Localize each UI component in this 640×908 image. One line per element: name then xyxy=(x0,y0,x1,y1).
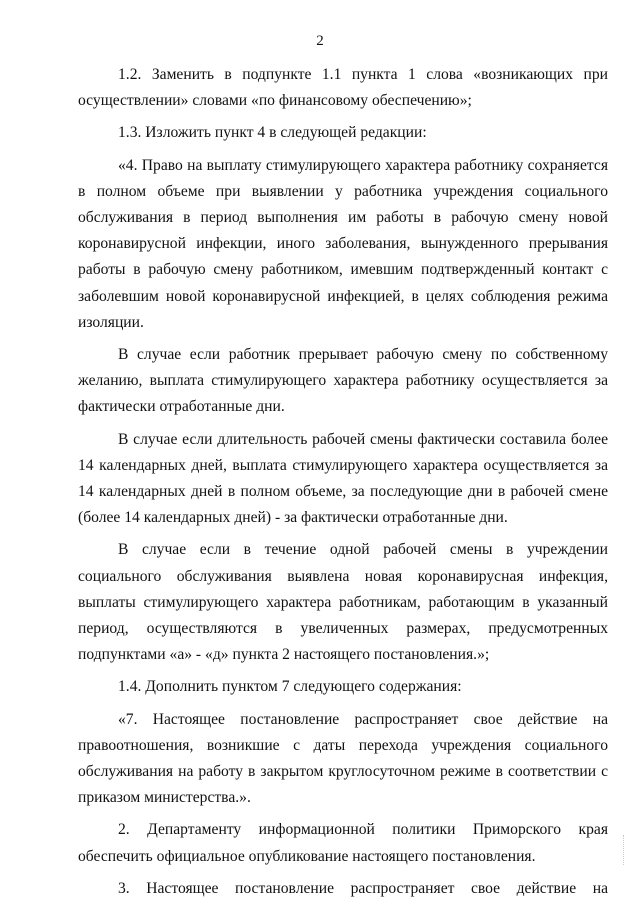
paragraph-infection-detected: В случае если в течение одной рабочей смены в учреждении социального обслуживания выявлена новая коронавирусная инфекция, выплаты стимулирующего характера работникам, работающим в указанный период, осуществляются в увеличенных размерах, предусмотренных подпунктами «а» - «д» пункта 2 настоящего постановления.»; xyxy=(78,541,608,664)
paragraph-2: 2. Департаменту информационной политики Приморского края обеспечить официальное опубликование настоящего постановления. xyxy=(78,821,608,865)
paragraph-1-4: 1.4. Дополнить пунктом 7 следующего содержания: xyxy=(118,678,462,696)
page-number: 2 xyxy=(316,33,324,49)
document-body xyxy=(78,62,608,908)
paragraph-14-days: В случае если длительность рабочей смены фактически составила более 14 календарных дней, выплата стимулирующего характера осуществляется за 14 календарных дней в полном объеме, за последующие дни в рабочей смене (более 14 календарных дней) - за фактически отработанные дни. xyxy=(78,430,608,527)
paragraph-point-7: «7. Настоящее постановление распространяет свое действие на правоотношения, возникшие с даты перехода учреждения социального обслуживания на работу в закрытом круглосуточном режиме в соответствии с приказом министерства.». xyxy=(78,710,608,807)
paragraph-point-4: «4. Право на выплату стимулирующего характера работнику сохраняется в полном объеме при выявлении у работника учреждения социального обслуживания в период выполнения им работы в рабочую смену новой коронавирусной инфекции, иного заболевания, вынужденного прерывания работы в рабочую смену работником, имевшим подтвержденный контакт с заболевшим новой коронавирусной инфекцией, в целях соблюдения режима изоляции. xyxy=(78,156,608,331)
paragraph-own-will: В случае если работник прерывает рабочую смену по собственному желанию, выплата стимулирующего характера работнику осуществляется за фактически отработанные дни. xyxy=(78,346,608,416)
paragraph-1-3: 1.3. Изложить пункт 4 в следующей редакции: xyxy=(118,124,427,142)
paragraph-1-2: 1.2. Заменить в подпункте 1.1 пункта 1 слова «возникающих при осуществлении» словами «по финансовому обеспечению»; xyxy=(78,66,608,110)
scan-edge-mark xyxy=(623,835,630,865)
paragraph-3: 3. Настоящее постановление распространяет свое действие на xyxy=(118,879,608,897)
